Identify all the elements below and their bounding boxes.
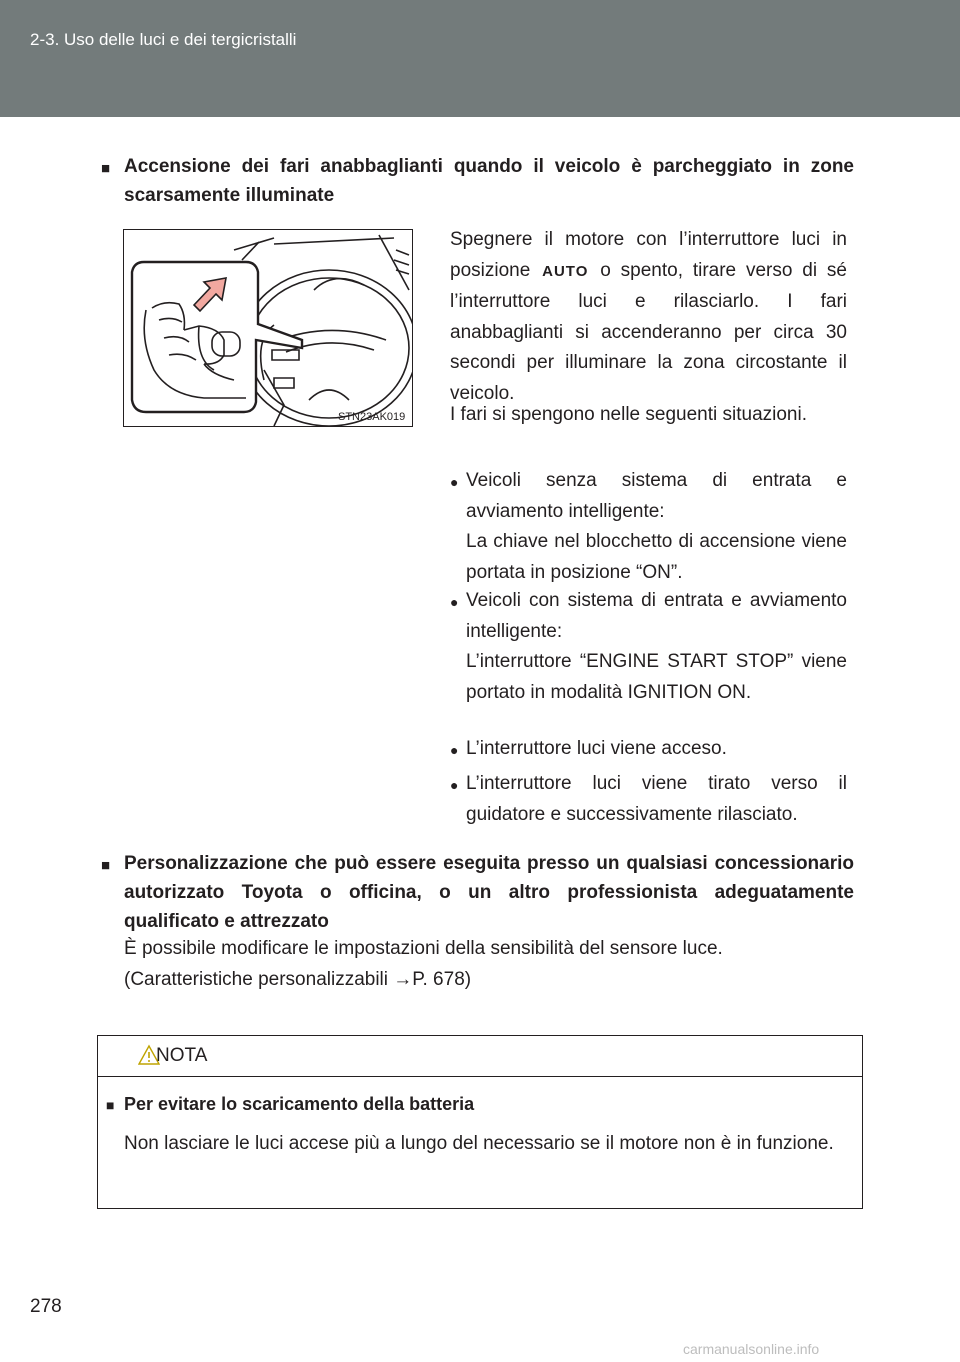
watermark: carmanualsonline.info	[683, 1341, 820, 1357]
note-label: NOTA	[156, 1045, 208, 1066]
page-number: 278	[30, 1296, 62, 1317]
note-text: Non lasciare le luci accese più a lungo del necessario se il motore non è in funzione.	[124, 1133, 834, 1154]
bullet-dot-icon: ●	[450, 474, 459, 490]
list-item	[466, 734, 847, 765]
list-item	[466, 466, 847, 588]
page-header	[0, 0, 960, 117]
paragraph-1	[450, 225, 847, 409]
list-item-line1: Veicoli con sistema di entrata e avviamento intelligente:	[466, 590, 847, 642]
note-title: Per evitare lo scaricamento della batteria	[124, 1094, 475, 1114]
paragraph-1-end: o spento, tirare verso di sé l’interruttore luci e rilasciarlo. I fari anabbaglianti si accenderanno per circa 30 secondi per illuminare la zona circostante il veicolo.	[450, 259, 848, 404]
auto-position-symbol: AUTO	[542, 262, 589, 280]
list-item-line1: Veicoli senza sistema di entrata e avviamento intelligente:	[466, 470, 847, 522]
list-item	[466, 586, 847, 708]
bullet-dot-icon: ●	[450, 742, 459, 758]
headlight-switch-illustration	[123, 229, 413, 427]
note-bullet: ■	[106, 1097, 115, 1113]
list-item-line2: La chiave nel blocchetto di accensione viene portata in posizione “ON”.	[466, 531, 847, 583]
note-box	[97, 1035, 863, 1209]
paragraph-2: I fari si spengono nelle seguenti situazioni.	[450, 404, 808, 425]
section-bullet: ■	[101, 857, 111, 874]
list-item-line1: L’interruttore luci viene tirato verso il guidatore e successivamente rilasciato.	[466, 773, 847, 825]
list-item-line1: L’interruttore luci viene acceso.	[466, 738, 727, 759]
customization-text	[124, 934, 864, 995]
list-item-line2: L’interruttore “ENGINE START STOP” viene portato in modalità IGNITION ON.	[466, 651, 847, 703]
note-header	[98, 1036, 862, 1077]
paragraph-1-start: Spegnere il motore con l’interruttore luci in posizione	[450, 229, 847, 281]
customization-line2: (Caratteristiche personalizzabili →P. 678)	[124, 968, 472, 990]
bullet-dot-icon: ●	[450, 594, 459, 610]
section-title: 2-3. Uso delle luci e dei tergicristalli	[30, 30, 297, 49]
steering-wheel-illustration-svg	[124, 230, 413, 427]
list-item	[466, 769, 847, 830]
section-heading: Personalizzazione che può essere eseguita presso un qualsiasi concessionario autorizzato Toyota o officina, o un altro professionista adeguatamente qualificato e attrezzato	[124, 853, 854, 932]
section-heading: Accensione dei fari anabbaglianti quando il veicolo è parcheggiato in zone scarsamente illuminate	[124, 156, 854, 206]
bullet-dot-icon: ●	[450, 777, 459, 793]
illustration-code: STN23AK019	[338, 411, 406, 423]
customization-line1: È possibile modificare le impostazioni della sensibilità del sensore luce.	[124, 938, 723, 959]
section-bullet: ■	[101, 160, 111, 177]
